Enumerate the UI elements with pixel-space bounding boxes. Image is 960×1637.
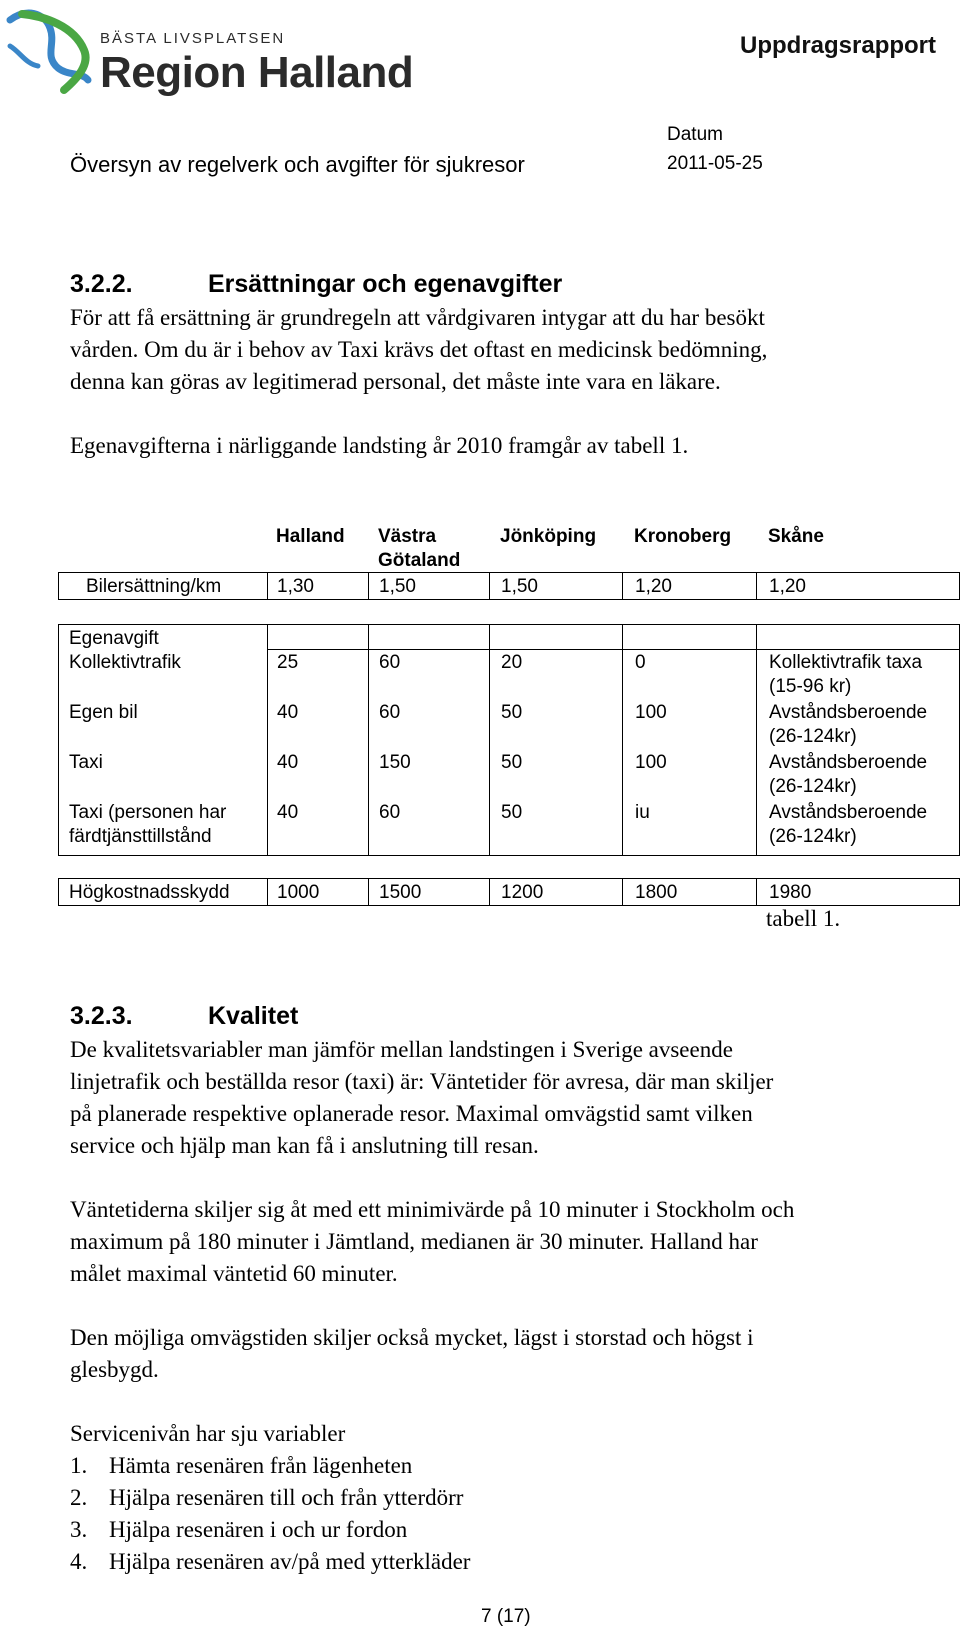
date-value: 2011-05-25	[667, 153, 763, 174]
table-row-hogkostnadsskydd	[58, 878, 960, 906]
table-cell: 1,50	[501, 576, 538, 597]
text-line: De kvalitetsvariabler man jämför mellan landstingen i Sverige avseende	[70, 1037, 733, 1062]
text-line: maximum på 180 minuter i Jämtland, medianen är 30 minuter. Halland har	[70, 1229, 758, 1254]
table-cell: Kollektivtrafik taxa	[769, 652, 923, 673]
table-cell: 100	[635, 702, 667, 723]
list-item	[70, 1514, 470, 1546]
table-cell: 1,20	[769, 576, 806, 597]
row-label-egenavgift: Egenavgift	[69, 628, 159, 649]
table-cell: 20	[501, 652, 523, 673]
list-number: 3.	[70, 1517, 88, 1542]
table-cell: 40	[277, 802, 299, 823]
list-intro: Servicenivån har sju variabler	[70, 1421, 346, 1446]
text-line: För att få ersättning är grundregeln att vårdgivaren intygar att du har besökt	[70, 305, 765, 330]
table-cell: Avståndsberoende	[769, 702, 928, 723]
text-line: Väntetiderna skiljer sig åt med ett minimivärde på 10 minuter i Stockholm och	[70, 1197, 795, 1222]
text-line: målet maximal väntetid 60 minuter.	[70, 1261, 398, 1286]
table-cell: (15-96 kr)	[769, 676, 852, 697]
list-text: Hjälpa resenären i och ur fordon	[109, 1517, 408, 1542]
table-cell: 50	[501, 752, 523, 773]
table-row-bilersattning	[58, 572, 960, 600]
table-cell: 60	[379, 652, 401, 673]
paragraph	[70, 1034, 773, 1162]
table-cell: 150	[379, 752, 411, 773]
col-header-vastra: Västra	[378, 526, 437, 547]
date-label: Datum	[667, 124, 723, 145]
table-cell: 60	[379, 702, 401, 723]
document-title: Översyn av regelverk och avgifter för sjukresor	[70, 152, 525, 177]
col-header-halland: Halland	[276, 526, 345, 547]
row-label: Kollektivtrafik	[69, 652, 181, 673]
table-cell: 60	[379, 802, 401, 823]
text-line: service och hjälp man kan få i anslutning till resan.	[70, 1133, 539, 1158]
text-line: Den möjliga omvägstiden skiljer också mycket, lägst i storstad och högst i	[70, 1325, 754, 1350]
paragraph	[70, 1322, 754, 1386]
page-number: 7 (17)	[481, 1606, 531, 1627]
table-cell: 1,20	[635, 576, 672, 597]
table-cell: 50	[501, 802, 523, 823]
row-label: Taxi	[69, 752, 103, 773]
row-label: Högkostnadsskydd	[69, 882, 230, 903]
list-number: 2.	[70, 1485, 88, 1510]
table-cell: 1,30	[277, 576, 314, 597]
table-cell: iu	[635, 802, 650, 823]
text-line: vården. Om du är i behov av Taxi krävs det oftast en medicinsk bedömning,	[70, 337, 768, 362]
table-egenavgift-block	[58, 624, 960, 856]
text-line: denna kan göras av legitimerad personal, det måste inte vara en läkare.	[70, 369, 721, 394]
paragraph: Egenavgifterna i närliggande landsting år 2010 framgår av tabell 1.	[70, 433, 689, 458]
list-text: Hjälpa resenären till och från ytterdörr	[109, 1485, 464, 1510]
table-caption: tabell 1.	[766, 906, 841, 931]
table-cell: 50	[501, 702, 523, 723]
row-label: Egen bil	[69, 702, 138, 723]
table-cell: (26-124kr)	[769, 776, 857, 797]
section-title: Kvalitet	[208, 1002, 299, 1030]
table-cell: 25	[277, 652, 299, 673]
col-header-jonkoping: Jönköping	[500, 526, 597, 547]
table-cell: (26-124kr)	[769, 826, 857, 847]
table-cell: 40	[277, 702, 299, 723]
list-item	[70, 1546, 470, 1578]
table-cell: 0	[635, 652, 646, 673]
section-heading-323	[70, 1002, 298, 1031]
paragraph	[70, 302, 767, 398]
row-label: Bilersättning/km	[86, 576, 222, 597]
text-line: glesbygd.	[70, 1357, 159, 1382]
table-cell: Avståndsberoende	[769, 752, 928, 773]
row-label: färdtjänsttillstånd	[69, 826, 212, 847]
table-cell: (26-124kr)	[769, 726, 857, 747]
section-heading-322	[70, 270, 562, 299]
list-item	[70, 1450, 470, 1482]
list-number: 1.	[70, 1453, 88, 1478]
col-header-gotaland: Götaland	[378, 550, 461, 571]
document-type: Uppdragsrapport	[740, 32, 937, 59]
paragraph	[70, 1194, 794, 1290]
section-number: 3.2.2.	[70, 270, 133, 298]
text-line: linjetrafik och beställda resor (taxi) är: Väntetider för avresa, där man skiljer	[70, 1069, 774, 1094]
list-number: 4.	[70, 1549, 88, 1574]
section-number: 3.2.3.	[70, 1002, 133, 1030]
table-cell: 1,50	[379, 576, 416, 597]
org-tagline: BÄSTA LIVSPLATSEN	[100, 30, 286, 47]
table-cell: 1000	[277, 882, 320, 903]
table-cell: 1980	[769, 882, 812, 903]
service-list	[70, 1450, 470, 1578]
row-label: Taxi (personen har	[69, 802, 227, 823]
text-line: på planerade respektive oplanerade resor. Maximal omvägstid samt vilken	[70, 1101, 753, 1126]
section-title: Ersättningar och egenavgifter	[208, 270, 563, 298]
list-text: Hjälpa resenären av/på med ytterkläder	[109, 1549, 471, 1574]
col-header-kronoberg: Kronoberg	[634, 526, 732, 547]
table-cell: 1200	[501, 882, 544, 903]
table-cell: 40	[277, 752, 299, 773]
org-name: Region Halland	[100, 48, 414, 97]
table-cell: Avståndsberoende	[769, 802, 928, 823]
col-header-skane: Skåne	[768, 526, 824, 547]
table-cell: 1500	[379, 882, 422, 903]
list-item	[70, 1482, 470, 1514]
list-text: Hämta resenären från lägenheten	[109, 1453, 413, 1478]
table-cell: 1800	[635, 882, 678, 903]
table-cell: 100	[635, 752, 667, 773]
